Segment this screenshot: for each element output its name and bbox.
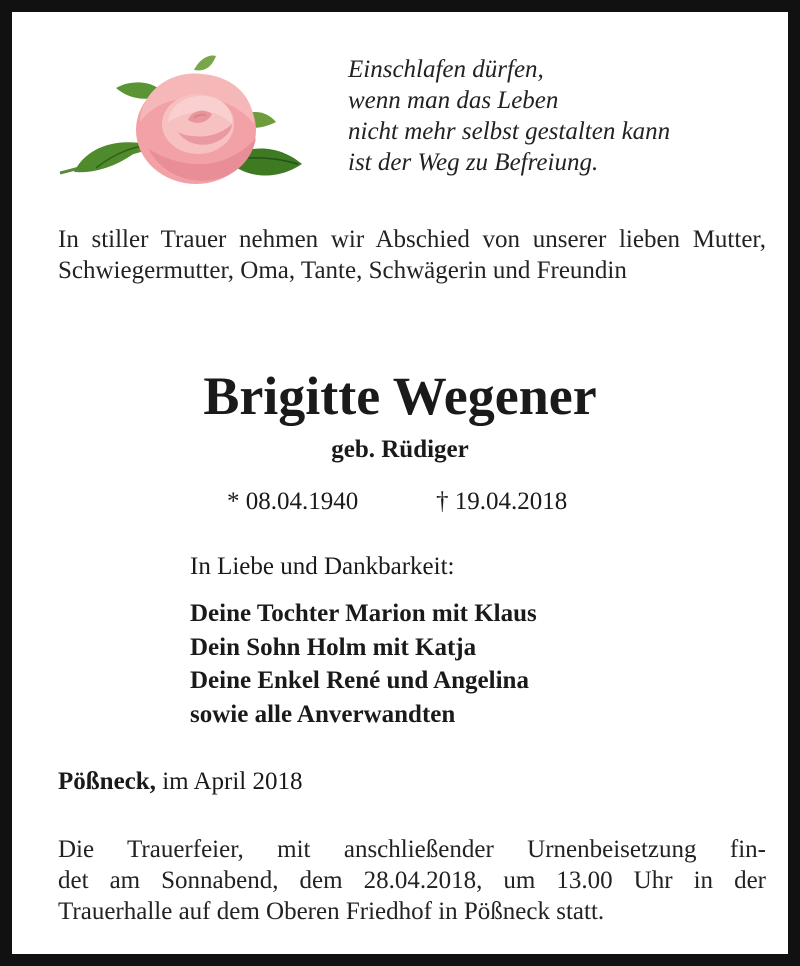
death-date: † 19.04.2018	[436, 488, 568, 515]
place-date	[58, 767, 302, 797]
mourner-line: Deine Tochter Marion mit Klaus	[190, 600, 537, 627]
mourner-line: sowie alle Anverwandten	[190, 700, 456, 728]
poem	[348, 54, 670, 178]
mourner-line: Deine Enkel René und Angelina	[190, 667, 529, 694]
service-line: Die Trauerfeier, mit anschließender Urnenbeisetzung fin-	[58, 836, 766, 863]
funeral-service-info	[58, 834, 766, 927]
mourner-line: Dein Sohn Holm mit Katja	[190, 633, 477, 661]
maiden-name: geb. Rüdiger	[331, 436, 469, 463]
poem-line: nicht mehr selbst gestalten kann	[348, 118, 671, 145]
poem-line: wenn man das Leben	[348, 87, 559, 114]
mourners-list	[190, 597, 537, 731]
poem-line: ist der Weg zu Befreiung.	[348, 149, 599, 176]
deceased-name: Brigitte Wegener	[203, 366, 597, 426]
place-month: im April 2018	[155, 768, 303, 795]
place-town: Pößneck,	[58, 768, 156, 795]
rose-icon	[56, 52, 306, 192]
service-line: det am Sonnabend, dem 28.04.2018, um 13.00 Uhr in der	[58, 867, 766, 894]
birth-date: * 08.04.1940	[227, 488, 359, 515]
poem-line: Einschlafen dürfen,	[348, 56, 544, 83]
service-line: Trauerhalle auf dem Oberen Friedhof in Pößneck statt.	[58, 898, 605, 925]
mourners-intro: In Liebe und Dankbarkeit:	[190, 553, 455, 580]
intro-text: In stiller Trauer nehmen wir Abschied von unserer lieben Mutter, Schwiegermutter, Oma, Tante, Schwägerin und Freundin	[58, 226, 766, 284]
